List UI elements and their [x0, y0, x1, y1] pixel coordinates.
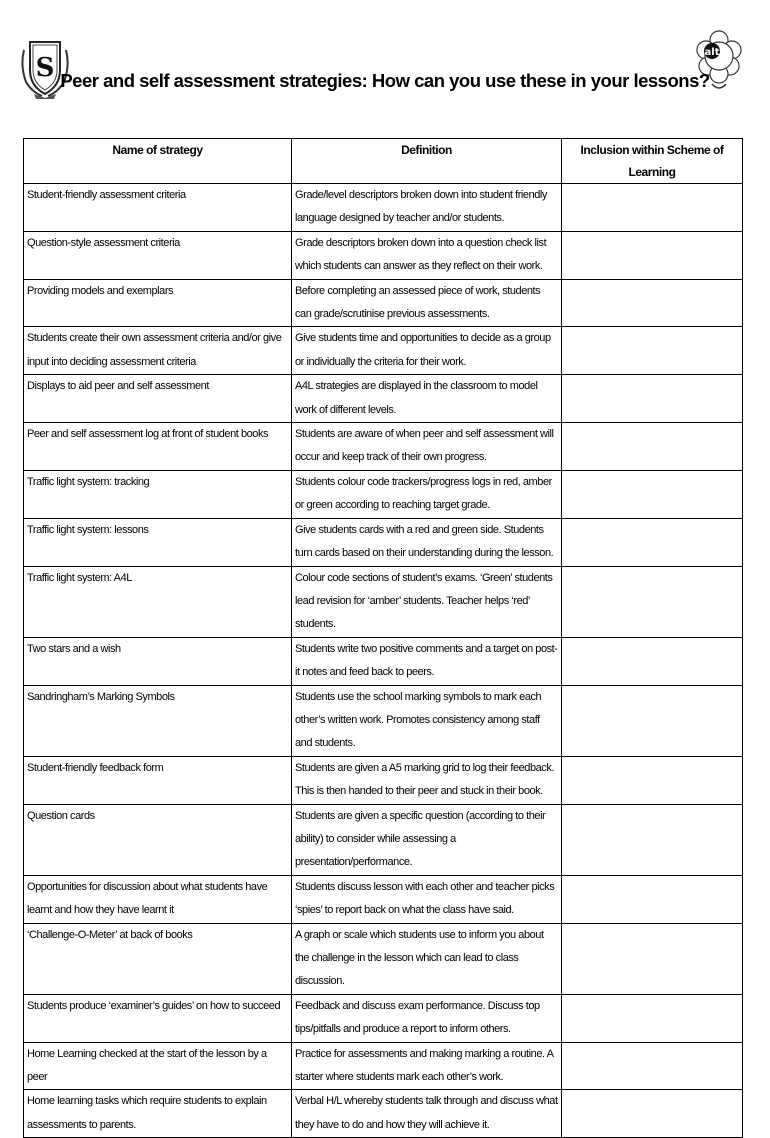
- strategy-inclusion-cell[interactable]: [562, 375, 743, 423]
- header-definition: Definition: [292, 139, 562, 184]
- strategy-definition-cell: Students write two positive comments and a target on post-it notes and feed back to peers.: [292, 637, 562, 685]
- table-row: [24, 327, 743, 375]
- strategy-inclusion-cell[interactable]: [562, 566, 743, 637]
- strategy-definition-cell: Before completing an assessed piece of work, students can grade/scrutinise previous assessments.: [292, 279, 562, 327]
- strategy-inclusion-cell[interactable]: [562, 804, 743, 875]
- strategy-inclusion-cell[interactable]: [562, 423, 743, 471]
- table-row: [24, 923, 743, 994]
- strategy-name-cell: Peer and self assessment log at front of student books: [24, 423, 292, 471]
- table-row: [24, 875, 743, 923]
- strategy-name-cell: Displays to aid peer and self assessment: [24, 375, 292, 423]
- strategy-name-cell: Traffic light system: lessons: [24, 518, 292, 566]
- strategy-definition-cell: Give students cards with a red and green side. Students turn cards based on their understanding during the lesson.: [292, 518, 562, 566]
- strategy-name-cell: Sandringham’s Marking Symbols: [24, 685, 292, 756]
- strategy-name-cell: Home Learning checked at the start of the lesson by a peer: [24, 1042, 292, 1090]
- strategy-table: [23, 138, 743, 1138]
- strategy-name-cell: Traffic light system: A4L: [24, 566, 292, 637]
- strategy-name-cell: Student-friendly assessment criteria: [24, 184, 292, 232]
- table-header-row: [24, 139, 743, 184]
- strategy-definition-cell: Students are given a A5 marking grid to log their feedback. This is then handed to their peer and stuck in their book.: [292, 756, 562, 804]
- table-row: [24, 994, 743, 1042]
- strategy-definition-cell: Give students time and opportunities to decide as a group or individually the criteria for their work.: [292, 327, 562, 375]
- strategy-definition-cell: Students use the school marking symbols to mark each other’s written work. Promotes consistency among staff and students.: [292, 685, 562, 756]
- crest-letter: S: [35, 53, 55, 83]
- table-row: [24, 184, 743, 232]
- strategy-definition-cell: Verbal H/L whereby students talk through and discuss what they have to do and how they will achieve it.: [292, 1090, 562, 1138]
- header-name-of-strategy: Name of strategy: [24, 139, 292, 184]
- strategy-name-cell: Students create their own assessment criteria and/or give input into deciding assessment criteria: [24, 327, 292, 375]
- strategy-definition-cell: A graph or scale which students use to inform you about the challenge in the lesson which can lead to class discussion.: [292, 923, 562, 994]
- strategy-inclusion-cell[interactable]: [562, 1042, 743, 1090]
- table-row: [24, 1042, 743, 1090]
- table-row: [24, 470, 743, 518]
- strategy-inclusion-cell[interactable]: [562, 875, 743, 923]
- table-row: [24, 375, 743, 423]
- strategy-definition-cell: Colour code sections of student’s exams. ‘Green’ students lead revision for ‘amber’ students. Teacher helps ‘red’ students.: [292, 566, 562, 637]
- page-title: Peer and self assessment strategies: How can you use these in your lessons?: [60, 70, 710, 91]
- strategy-inclusion-cell[interactable]: [562, 1090, 743, 1138]
- strategy-inclusion-cell[interactable]: [562, 685, 743, 756]
- table-row: [24, 804, 743, 875]
- strategy-inclusion-cell[interactable]: [562, 923, 743, 994]
- strategy-inclusion-cell[interactable]: [562, 994, 743, 1042]
- strategy-definition-cell: Feedback and discuss exam performance. Discuss top tips/pitfalls and produce a report to inform others.: [292, 994, 562, 1042]
- strategy-name-cell: Two stars and a wish: [24, 637, 292, 685]
- strategy-inclusion-cell[interactable]: [562, 279, 743, 327]
- strategy-inclusion-cell[interactable]: [562, 470, 743, 518]
- table-row: [24, 1090, 743, 1138]
- strategy-name-cell: Providing models and exemplars: [24, 279, 292, 327]
- table-row: [24, 279, 743, 327]
- badge-text: alt: [704, 47, 720, 58]
- table-row: [24, 566, 743, 637]
- strategy-name-cell: Question cards: [24, 804, 292, 875]
- table-row: [24, 518, 743, 566]
- strategy-name-cell: Opportunities for discussion about what students have learnt and how they have learnt it: [24, 875, 292, 923]
- header-inclusion: Inclusion within Scheme of Learning: [562, 139, 743, 184]
- strategy-definition-cell: A4L strategies are displayed in the classroom to model work of different levels.: [292, 375, 562, 423]
- strategy-definition-cell: Students are given a specific question (according to their ability) to consider while assessing a presentation/performance.: [292, 804, 562, 875]
- strategy-name-cell: Student-friendly feedback form: [24, 756, 292, 804]
- strategy-definition-cell: Students are aware of when peer and self assessment will occur and keep track of their own progress.: [292, 423, 562, 471]
- strategy-inclusion-cell[interactable]: [562, 231, 743, 279]
- table-row: [24, 756, 743, 804]
- strategy-name-cell: Students produce ‘examiner’s guides’ on how to succeed: [24, 994, 292, 1042]
- table-row: [24, 685, 743, 756]
- table-row: [24, 423, 743, 471]
- strategy-name-cell: Traffic light system: tracking: [24, 470, 292, 518]
- strategy-inclusion-cell[interactable]: [562, 184, 743, 232]
- strategy-definition-cell: Grade descriptors broken down into a question check list which students can answer as they reflect on their work.: [292, 231, 562, 279]
- strategy-inclusion-cell[interactable]: [562, 637, 743, 685]
- strategy-definition-cell: Grade/level descriptors broken down into student friendly language designed by teacher and/or students.: [292, 184, 562, 232]
- strategy-inclusion-cell[interactable]: [562, 756, 743, 804]
- strategy-definition-cell: Students colour code trackers/progress logs in red, amber or green according to reaching target grade.: [292, 470, 562, 518]
- strategy-name-cell: Question-style assessment criteria: [24, 231, 292, 279]
- strategy-name-cell: Home learning tasks which require students to explain assessments to parents.: [24, 1090, 292, 1138]
- table-row: [24, 231, 743, 279]
- strategy-inclusion-cell[interactable]: [562, 518, 743, 566]
- strategy-inclusion-cell[interactable]: [562, 327, 743, 375]
- strategy-name-cell: ‘Challenge-O-Meter’ at back of books: [24, 923, 292, 994]
- table-row: [24, 637, 743, 685]
- strategy-definition-cell: Students discuss lesson with each other and teacher picks ‘spies’ to report back on what the class have said.: [292, 875, 562, 923]
- strategy-definition-cell: Practice for assessments and making marking a routine. A starter where students mark each other’s work.: [292, 1042, 562, 1090]
